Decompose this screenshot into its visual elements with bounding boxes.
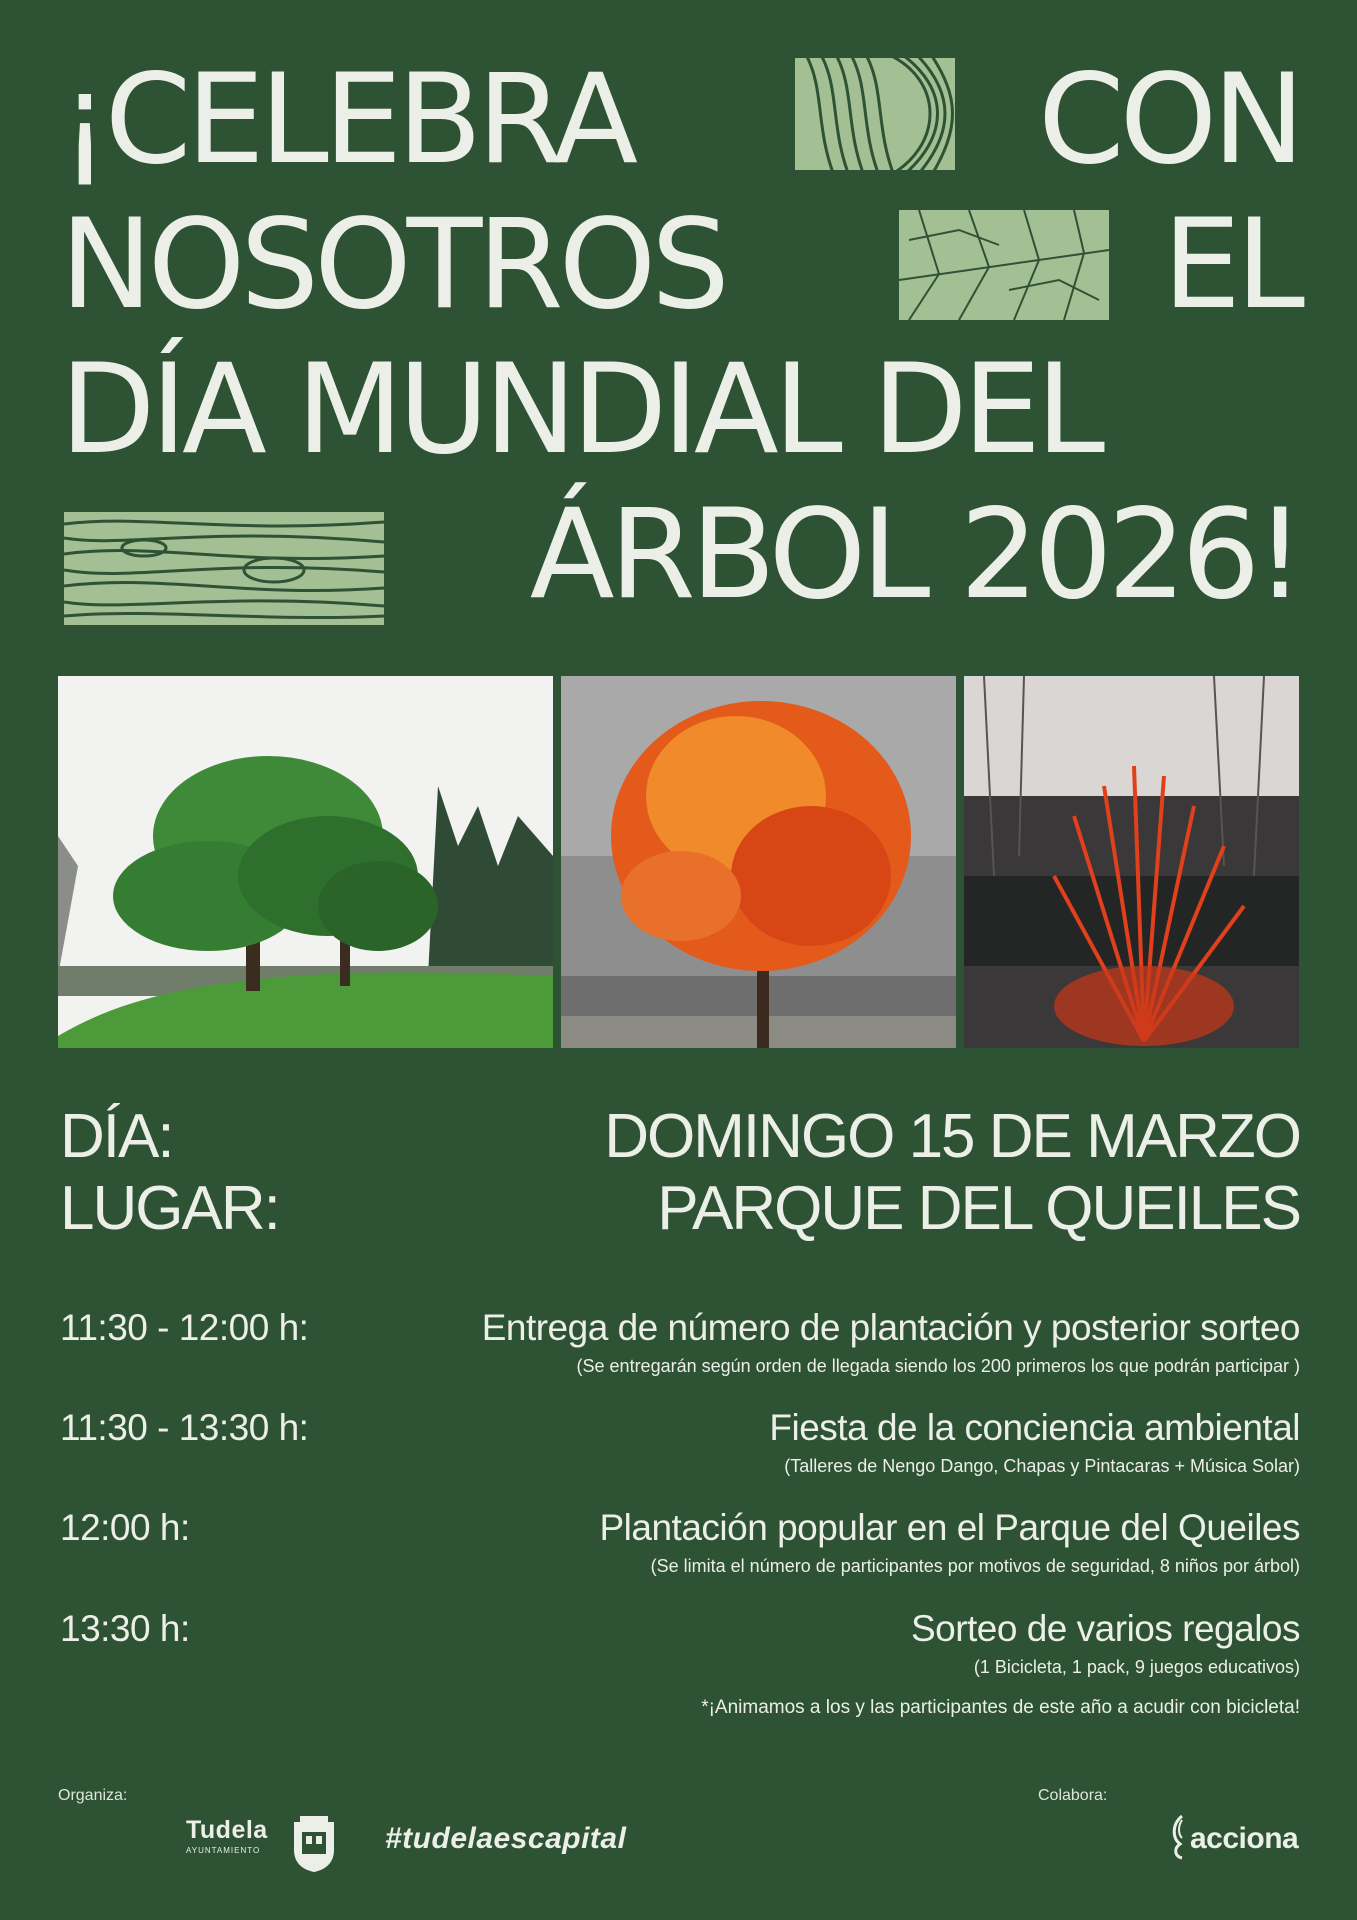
tudela-logo-subtitle: AYUNTAMIENTO (186, 1846, 261, 1855)
schedule-time: 12:00 h: (60, 1507, 190, 1548)
tudela-logo-name: Tudela (186, 1816, 268, 1844)
acciona-logo-text: acciona (1190, 1822, 1299, 1855)
title-line-3 (60, 340, 1300, 480)
hashtag-tudelaescapital (385, 1822, 626, 1856)
photo-red-dogwood-shrub (964, 676, 1299, 1048)
title-word-nosotros: NOSOTROS (60, 193, 725, 337)
schedule-note: (Se limita el número de participantes por motivos de seguridad, 8 niños por árbol) (650, 1556, 1300, 1576)
schedule-time: 11:30 - 12:00 h: (60, 1307, 309, 1348)
place-label: LUGAR: (60, 1174, 279, 1243)
photo-green-oak-tree (58, 676, 553, 1048)
title-word-celebra: ¡CELEBRA (60, 48, 634, 192)
schedule-time: 13:30 h: (60, 1608, 190, 1649)
place-value: PARQUE DEL QUEILES (657, 1174, 1300, 1243)
schedule-title: Plantación popular en el Parque del Queiles (599, 1507, 1300, 1548)
acciona-leaf-icon (1168, 1814, 1190, 1860)
day-value: DOMINGO 15 DE MARZO (604, 1102, 1300, 1171)
schedule-note: (Se entregarán según orden de llegada siendo los 200 primeros los que podrán participar ) (576, 1356, 1300, 1376)
schedule-note: (Talleres de Nengo Dango, Chapas y Pintacaras + Música Solar) (784, 1456, 1300, 1476)
schedule-title: Sorteo de varios regalos (910, 1608, 1300, 1649)
title-word-el: EL (1162, 193, 1300, 337)
schedule-note: (1 Bicicleta, 1 pack, 9 juegos educativos) (973, 1657, 1300, 1677)
colabora-label: Colabora: (1038, 1787, 1108, 1804)
title-word-con: CON (1038, 48, 1300, 192)
title-arbol-2026: ÁRBOL 2026! (529, 483, 1300, 627)
bicycle-footnote: *¡Animamos a los y las participantes de este año a acudir con bicicleta! (701, 1697, 1300, 1718)
schedule-title: Entrega de número de plantación y posterior sorteo (481, 1307, 1300, 1348)
schedule-time: 11:30 - 13:30 h: (60, 1407, 309, 1448)
title-line-2 (60, 195, 1300, 335)
hashtag-prefix: #tudela (385, 1822, 494, 1855)
title-line-4 (60, 485, 1300, 625)
schedule-title: Fiesta de la conciencia ambiental (769, 1407, 1300, 1448)
leaf-texture (899, 210, 1109, 320)
photo-autumn-orange-maple (561, 676, 956, 1048)
hashtag-suffix: capital (527, 1822, 627, 1855)
wood-texture-1 (795, 58, 955, 170)
title-line-1 (60, 50, 1300, 190)
organiza-label: Organiza: (58, 1787, 128, 1804)
day-label: DÍA: (60, 1102, 173, 1171)
hashtag-highlight: es (493, 1822, 528, 1855)
tudela-shield-icon (290, 1814, 338, 1874)
title-dia-mundial: DÍA MUNDIAL DEL (60, 338, 1101, 482)
